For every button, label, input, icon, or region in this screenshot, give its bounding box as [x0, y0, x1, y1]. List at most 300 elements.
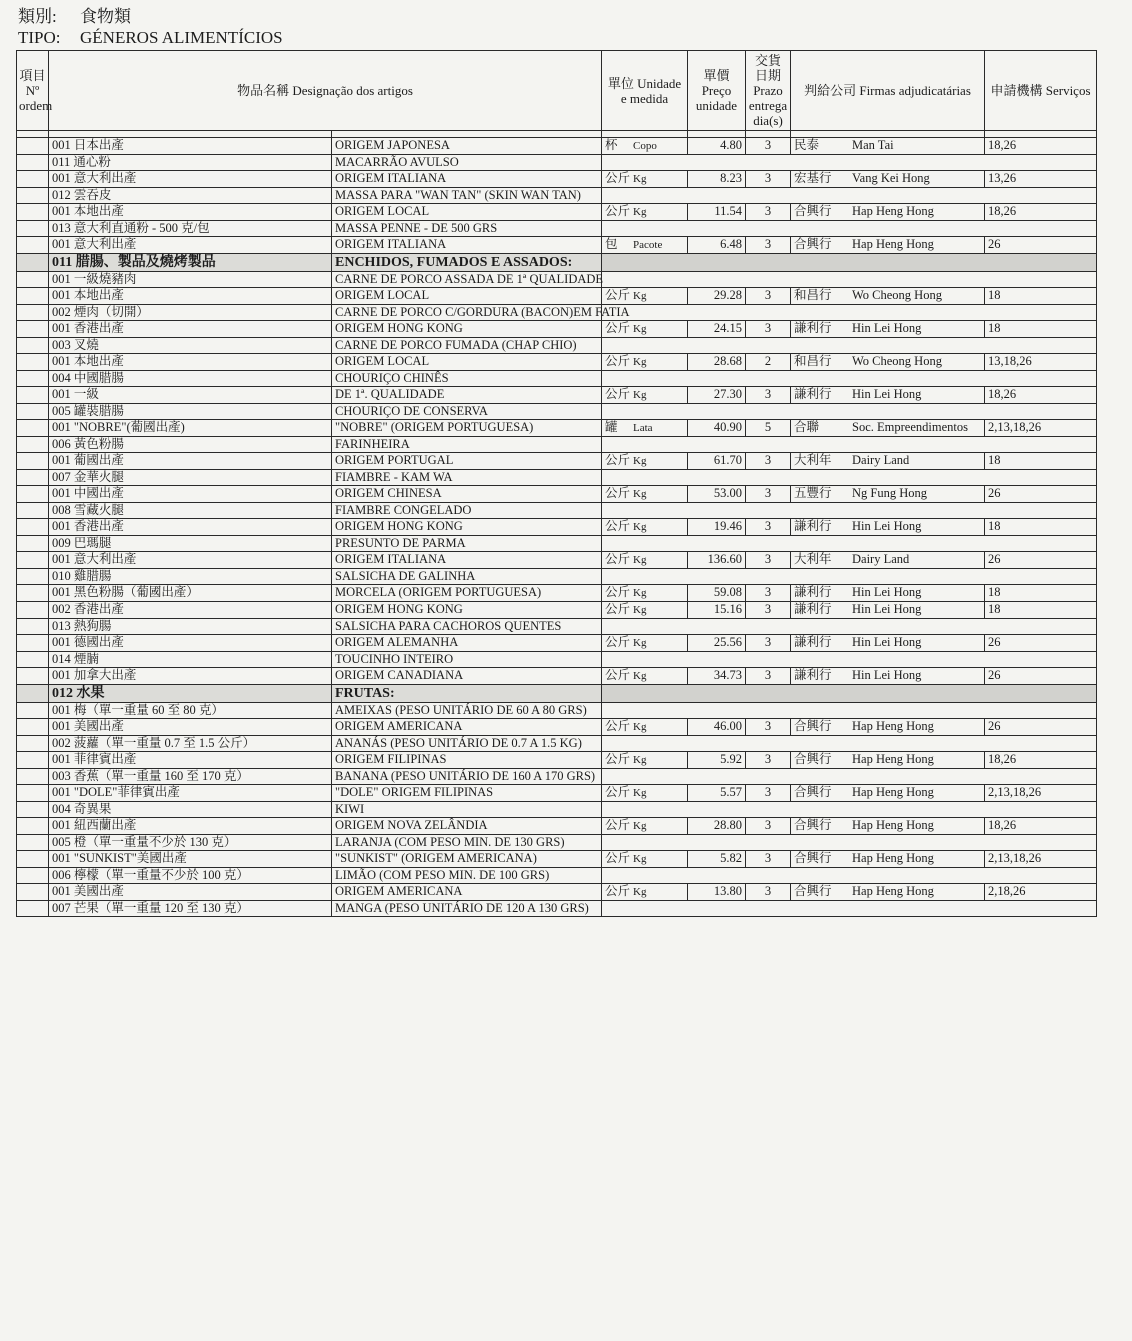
- unit-cell: [602, 752, 688, 769]
- ordem-cell: [17, 703, 49, 719]
- designation-pt: AMEIXAS (PESO UNITÁRIO DE 60 A 80 GRS): [332, 703, 602, 719]
- empty-fill: [602, 437, 1097, 453]
- unit-pt: Kg: [633, 206, 647, 218]
- item-row: [17, 668, 1097, 685]
- ordem-cell: [17, 486, 49, 503]
- ordem-cell: [17, 288, 49, 305]
- unit-pt: Kg: [633, 787, 647, 799]
- unit-zh: 公斤: [605, 552, 631, 566]
- designation-zh: 003 香蕉（單一重量 160 至 170 克）: [49, 769, 332, 785]
- origin-pt: "DOLE" ORIGEM FILIPINAS: [332, 785, 602, 802]
- designation-zh: 002 菠蘿（單一重量 0.7 至 1.5 公斤）: [49, 736, 332, 752]
- origin-zh: 001 本地出產: [49, 204, 332, 221]
- unit-cell: [602, 851, 688, 868]
- designation-pt: MASSA PARA "WAN TAN" (SKIN WAN TAN): [332, 188, 602, 204]
- price-cell: 28.80: [688, 818, 746, 835]
- days-cell: 3: [746, 486, 791, 503]
- group-row: [17, 305, 1097, 321]
- firm-zh: 謙利行: [794, 387, 832, 401]
- firm-cell: [791, 354, 985, 371]
- days-cell: 3: [746, 719, 791, 736]
- firm-cell: [791, 602, 985, 619]
- price-cell: 5.57: [688, 785, 746, 802]
- empty-fill: [602, 835, 1097, 851]
- firm-pt: Hap Heng Hong: [852, 785, 934, 799]
- unit-zh: 公斤: [605, 851, 631, 865]
- firm-pt: Hin Lei Hong: [852, 635, 922, 649]
- designation-pt: LARANJA (COM PESO MIN. DE 130 GRS): [332, 835, 602, 851]
- firm-zh: 合聯: [794, 420, 820, 434]
- ordem-cell: [17, 387, 49, 404]
- unit-zh: 公斤: [605, 635, 631, 649]
- days-cell: 3: [746, 288, 791, 305]
- origin-zh: 001 意大利出產: [49, 237, 332, 254]
- unit-zh: 公斤: [605, 602, 631, 616]
- price-cell: 5.92: [688, 752, 746, 769]
- ordem-cell: [17, 785, 49, 802]
- firm-cell: [791, 519, 985, 536]
- unit-cell: [602, 204, 688, 221]
- origin-pt: ORIGEM ITALIANA: [332, 171, 602, 188]
- designation-zh: 005 罐裝腊腸: [49, 404, 332, 420]
- ordem-cell: [17, 685, 49, 703]
- items-table: [16, 50, 1097, 917]
- firm-zh: 五豐行: [794, 486, 832, 500]
- unit-cell: [602, 387, 688, 404]
- col-ordem: 項目 Nº ordem: [17, 51, 49, 131]
- empty-fill: [602, 305, 1097, 321]
- origin-zh: 001 "SUNKIST"美國出產: [49, 851, 332, 868]
- origin-pt: ORIGEM AMERICANA: [332, 719, 602, 736]
- firm-pt: Hap Heng Hong: [852, 719, 934, 733]
- unit-zh: 公斤: [605, 719, 631, 733]
- designation-zh: 010 雞腊腸: [49, 569, 332, 585]
- firm-pt: Ng Fung Hong: [852, 486, 928, 500]
- item-row: [17, 204, 1097, 221]
- designation-zh: 012 雲吞皮: [49, 188, 332, 204]
- ordem-cell: [17, 254, 49, 272]
- firm-cell: [791, 719, 985, 736]
- designation-pt: FIAMBRE CONGELADO: [332, 503, 602, 519]
- origin-zh: 001 意大利出產: [49, 552, 332, 569]
- origin-zh: 001 加拿大出產: [49, 668, 332, 685]
- firm-cell: [791, 321, 985, 338]
- designation-pt: CARNE DE PORCO ASSADA DE 1ª QUALIDADE: [332, 272, 602, 288]
- ordem-cell: [17, 404, 49, 420]
- origin-pt: ORIGEM LOCAL: [332, 204, 602, 221]
- firm-pt: Soc. Empreendimentos: [852, 420, 968, 434]
- origin-pt: ORIGEM HONG KONG: [332, 519, 602, 536]
- ordem-cell: [17, 552, 49, 569]
- services-cell: 13,18,26: [985, 354, 1097, 371]
- item-row: [17, 719, 1097, 736]
- unit-cell: [602, 519, 688, 536]
- firm-pt: Vang Kei Hong: [852, 171, 930, 185]
- designation-zh: 007 芒果（單一重量 120 至 130 克）: [49, 901, 332, 917]
- group-row: [17, 437, 1097, 453]
- services-cell: 26: [985, 486, 1097, 503]
- origin-zh: 001 菲律賓出產: [49, 752, 332, 769]
- services-cell: 2,18,26: [985, 884, 1097, 901]
- group-row: [17, 901, 1097, 917]
- price-cell: 29.28: [688, 288, 746, 305]
- firm-pt: Hin Lei Hong: [852, 668, 922, 682]
- days-cell: 3: [746, 884, 791, 901]
- days-cell: 3: [746, 237, 791, 254]
- col-designacao: 物品名稱 Designação dos artigos: [49, 51, 602, 131]
- item-row: [17, 288, 1097, 305]
- ordem-cell: [17, 321, 49, 338]
- origin-pt: ORIGEM HONG KONG: [332, 321, 602, 338]
- unit-pt: Lata: [633, 422, 653, 434]
- empty-fill: [602, 868, 1097, 884]
- price-cell: 53.00: [688, 486, 746, 503]
- price-cell: 40.90: [688, 420, 746, 437]
- origin-zh: 001 中國出產: [49, 486, 332, 503]
- services-cell: 26: [985, 668, 1097, 685]
- item-row: [17, 851, 1097, 868]
- unit-zh: 公斤: [605, 785, 631, 799]
- services-cell: 18: [985, 519, 1097, 536]
- origin-pt: DE 1ª. QUALIDADE: [332, 387, 602, 404]
- designation-zh: 013 熱狗腸: [49, 619, 332, 635]
- empty-fill: [602, 155, 1097, 171]
- ordem-cell: [17, 818, 49, 835]
- days-cell: 3: [746, 602, 791, 619]
- origin-pt: ORIGEM CANADIANA: [332, 668, 602, 685]
- group-row: [17, 155, 1097, 171]
- group-row: [17, 769, 1097, 785]
- document-header: [18, 6, 283, 48]
- unit-zh: 公斤: [605, 519, 631, 533]
- origin-zh: 001 香港出產: [49, 321, 332, 338]
- price-cell: 15.16: [688, 602, 746, 619]
- firm-cell: [791, 237, 985, 254]
- col-firmas: 判給公司 Firmas adjudicatárias: [791, 51, 985, 131]
- category-key: 類別:: [18, 7, 57, 26]
- origin-zh: 001 德國出產: [49, 635, 332, 652]
- ordem-cell: [17, 602, 49, 619]
- origin-zh: 001 日本出產: [49, 138, 332, 155]
- origin-zh: 001 "DOLE"菲律賓出產: [49, 785, 332, 802]
- origin-pt: ORIGEM HONG KONG: [332, 602, 602, 619]
- unit-cell: [602, 884, 688, 901]
- designation-pt: CHOURIÇO DE CONSERVA: [332, 404, 602, 420]
- firm-zh: 謙利行: [794, 668, 832, 682]
- firm-zh: 合興行: [794, 204, 832, 218]
- price-cell: 5.82: [688, 851, 746, 868]
- designation-zh: 001 梅（單一重量 60 至 80 克）: [49, 703, 332, 719]
- designation-zh: 008 雪藏火腿: [49, 503, 332, 519]
- item-row: [17, 138, 1097, 155]
- firm-cell: [791, 668, 985, 685]
- empty-fill: [602, 272, 1097, 288]
- origin-zh: 001 意大利出產: [49, 171, 332, 188]
- unit-cell: [602, 237, 688, 254]
- unit-zh: 公斤: [605, 884, 631, 898]
- firm-cell: [791, 818, 985, 835]
- section-title-zh: 011 腊腸、製品及燒烤製品: [49, 254, 332, 272]
- ordem-cell: [17, 585, 49, 602]
- ordem-cell: [17, 470, 49, 486]
- designation-zh: 002 煙肉（切開）: [49, 305, 332, 321]
- firm-cell: [791, 552, 985, 569]
- ordem-cell: [17, 652, 49, 668]
- group-row: [17, 221, 1097, 237]
- section-fill: [602, 685, 1097, 703]
- group-row: [17, 703, 1097, 719]
- designation-pt: CARNE DE PORCO FUMADA (CHAP CHIO): [332, 338, 602, 354]
- origin-pt: "NOBRE" (ORIGEM PORTUGUESA): [332, 420, 602, 437]
- group-row: [17, 569, 1097, 585]
- price-cell: 24.15: [688, 321, 746, 338]
- unit-pt: Kg: [633, 356, 647, 368]
- designation-pt: SALSICHA DE GALINHA: [332, 569, 602, 585]
- price-cell: 13.80: [688, 884, 746, 901]
- days-cell: 3: [746, 138, 791, 155]
- firm-zh: 大利年: [794, 552, 832, 566]
- firm-pt: Hap Heng Hong: [852, 752, 934, 766]
- origin-pt: ORIGEM ITALIANA: [332, 237, 602, 254]
- item-row: [17, 420, 1097, 437]
- ordem-cell: [17, 884, 49, 901]
- designation-zh: 004 奇異果: [49, 802, 332, 818]
- firm-pt: Wo Cheong Hong: [852, 288, 942, 302]
- empty-fill: [602, 371, 1097, 387]
- designation-pt: PRESUNTO DE PARMA: [332, 536, 602, 552]
- designation-zh: 013 意大利直通粉 - 500 克/包: [49, 221, 332, 237]
- col-prazo: 交貨 日期 Prazo entrega dia(s): [746, 51, 791, 131]
- ordem-cell: [17, 536, 49, 552]
- group-row: [17, 736, 1097, 752]
- unit-cell: [602, 785, 688, 802]
- col-servicos: 申請機構 Serviços: [985, 51, 1097, 131]
- unit-cell: [602, 668, 688, 685]
- unit-zh: 公斤: [605, 171, 631, 185]
- services-cell: 18: [985, 585, 1097, 602]
- empty-fill: [602, 404, 1097, 420]
- ordem-cell: [17, 901, 49, 917]
- ordem-cell: [17, 354, 49, 371]
- unit-pt: Copo: [633, 140, 657, 152]
- group-row: [17, 404, 1097, 420]
- origin-pt: ORIGEM NOVA ZELÂNDIA: [332, 818, 602, 835]
- days-cell: 3: [746, 635, 791, 652]
- type-key: TIPO:: [18, 28, 61, 47]
- days-cell: 5: [746, 420, 791, 437]
- ordem-cell: [17, 802, 49, 818]
- unit-pt: Kg: [633, 554, 647, 566]
- firm-zh: 謙利行: [794, 519, 832, 533]
- designation-zh: 004 中國腊腸: [49, 371, 332, 387]
- services-cell: 26: [985, 237, 1097, 254]
- ordem-cell: [17, 237, 49, 254]
- ordem-cell: [17, 635, 49, 652]
- unit-pt: Kg: [633, 670, 647, 682]
- firm-zh: 宏基行: [794, 171, 832, 185]
- firm-pt: Hin Lei Hong: [852, 585, 922, 599]
- empty-fill: [602, 703, 1097, 719]
- section-title-pt: FRUTAS:: [332, 685, 602, 703]
- unit-cell: [602, 321, 688, 338]
- unit-cell: [602, 171, 688, 188]
- firm-pt: Hap Heng Hong: [852, 204, 934, 218]
- origin-zh: 001 "NOBRE"(葡國出產): [49, 420, 332, 437]
- services-cell: 26: [985, 635, 1097, 652]
- firm-zh: 和昌行: [794, 288, 832, 302]
- firm-cell: [791, 585, 985, 602]
- designation-zh: 014 煙腩: [49, 652, 332, 668]
- ordem-cell: [17, 619, 49, 635]
- firm-pt: Hap Heng Hong: [852, 818, 934, 832]
- designation-pt: FIAMBRE - KAM WA: [332, 470, 602, 486]
- unit-pt: Kg: [633, 290, 647, 302]
- unit-zh: 杯: [605, 138, 618, 152]
- services-cell: 26: [985, 552, 1097, 569]
- designation-pt: FARINHEIRA: [332, 437, 602, 453]
- firm-cell: [791, 420, 985, 437]
- firm-pt: Dairy Land: [852, 453, 910, 467]
- days-cell: 3: [746, 818, 791, 835]
- item-row: [17, 453, 1097, 470]
- ordem-cell: [17, 138, 49, 155]
- price-cell: 6.48: [688, 237, 746, 254]
- unit-zh: 公斤: [605, 321, 631, 335]
- firm-zh: 合興行: [794, 752, 832, 766]
- unit-pt: Kg: [633, 323, 647, 335]
- unit-pt: Kg: [633, 173, 647, 185]
- unit-zh: 罐: [605, 420, 618, 434]
- origin-zh: 001 黑色粉腸（葡國出產）: [49, 585, 332, 602]
- firm-cell: [791, 752, 985, 769]
- group-row: [17, 272, 1097, 288]
- unit-cell: [602, 486, 688, 503]
- unit-pt: Kg: [633, 637, 647, 649]
- firm-zh: 合興行: [794, 237, 832, 251]
- designation-zh: 007 金華火腿: [49, 470, 332, 486]
- empty-fill: [602, 338, 1097, 354]
- unit-zh: 公斤: [605, 453, 631, 467]
- ordem-cell: [17, 752, 49, 769]
- days-cell: 3: [746, 585, 791, 602]
- firm-cell: [791, 635, 985, 652]
- services-cell: 2,13,18,26: [985, 851, 1097, 868]
- firm-pt: Hap Heng Hong: [852, 884, 934, 898]
- firm-zh: 合興行: [794, 851, 832, 865]
- services-cell: 18,26: [985, 752, 1097, 769]
- firm-pt: Hin Lei Hong: [852, 321, 922, 335]
- ordem-cell: [17, 736, 49, 752]
- unit-zh: 公斤: [605, 752, 631, 766]
- unit-zh: 公斤: [605, 204, 631, 218]
- empty-fill: [602, 901, 1097, 917]
- item-row: [17, 321, 1097, 338]
- group-row: [17, 536, 1097, 552]
- empty-fill: [602, 619, 1097, 635]
- price-cell: 19.46: [688, 519, 746, 536]
- firm-zh: 合興行: [794, 719, 832, 733]
- unit-zh: 公斤: [605, 354, 631, 368]
- origin-zh: 001 本地出產: [49, 354, 332, 371]
- price-cell: 28.68: [688, 354, 746, 371]
- firm-cell: [791, 204, 985, 221]
- ordem-cell: [17, 338, 49, 354]
- designation-pt: CHOURIÇO CHINÊS: [332, 371, 602, 387]
- firm-zh: 謙利行: [794, 602, 832, 616]
- item-row: [17, 635, 1097, 652]
- price-cell: 61.70: [688, 453, 746, 470]
- unit-cell: [602, 818, 688, 835]
- col-unidade: 單位 Unidade e medida: [602, 51, 688, 131]
- section-title-pt: ENCHIDOS, FUMADOS E ASSADOS:: [332, 254, 602, 272]
- empty-fill: [602, 802, 1097, 818]
- empty-fill: [602, 736, 1097, 752]
- unit-cell: [602, 719, 688, 736]
- empty-fill: [602, 188, 1097, 204]
- unit-pt: Kg: [633, 521, 647, 533]
- days-cell: 3: [746, 851, 791, 868]
- firm-cell: [791, 138, 985, 155]
- designation-pt: TOUCINHO INTEIRO: [332, 652, 602, 668]
- unit-pt: Kg: [633, 389, 647, 401]
- services-cell: 2,13,18,26: [985, 785, 1097, 802]
- unit-pt: Kg: [633, 820, 647, 832]
- group-row: [17, 188, 1097, 204]
- days-cell: 2: [746, 354, 791, 371]
- firm-pt: Hap Heng Hong: [852, 851, 934, 865]
- category-value: 食物類: [80, 7, 131, 26]
- origin-pt: ORIGEM FILIPINAS: [332, 752, 602, 769]
- item-row: [17, 602, 1097, 619]
- item-row: [17, 552, 1097, 569]
- firm-pt: Wo Cheong Hong: [852, 354, 942, 368]
- price-cell: 136.60: [688, 552, 746, 569]
- designation-pt: BANANA (PESO UNITÁRIO DE 160 A 170 GRS): [332, 769, 602, 785]
- section-fill: [602, 254, 1097, 272]
- item-row: [17, 486, 1097, 503]
- firm-pt: Man Tai: [852, 138, 894, 152]
- designation-pt: SALSICHA PARA CACHOROS QUENTES: [332, 619, 602, 635]
- firm-cell: [791, 171, 985, 188]
- designation-pt: MACARRÃO AVULSO: [332, 155, 602, 171]
- services-cell: 18,26: [985, 818, 1097, 835]
- designation-zh: 001 一級燒豬肉: [49, 272, 332, 288]
- empty-fill: [602, 470, 1097, 486]
- unit-pt: Kg: [633, 488, 647, 500]
- unit-pt: Kg: [633, 721, 647, 733]
- firm-zh: 大利年: [794, 453, 832, 467]
- firm-cell: [791, 288, 985, 305]
- firm-zh: 合興行: [794, 785, 832, 799]
- ordem-cell: [17, 305, 49, 321]
- days-cell: 3: [746, 204, 791, 221]
- firm-zh: 謙利行: [794, 321, 832, 335]
- unit-cell: [602, 585, 688, 602]
- price-cell: 4.80: [688, 138, 746, 155]
- empty-fill: [602, 769, 1097, 785]
- ordem-cell: [17, 204, 49, 221]
- firm-cell: [791, 387, 985, 404]
- ordem-cell: [17, 503, 49, 519]
- price-cell: 27.30: [688, 387, 746, 404]
- ordem-cell: [17, 155, 49, 171]
- price-cell: 59.08: [688, 585, 746, 602]
- section-row: [17, 685, 1097, 703]
- origin-pt: "SUNKIST" (ORIGEM AMERICANA): [332, 851, 602, 868]
- unit-pt: Kg: [633, 604, 647, 616]
- designation-pt: MASSA PENNE - DE 500 GRS: [332, 221, 602, 237]
- designation-zh: 011 通心粉: [49, 155, 332, 171]
